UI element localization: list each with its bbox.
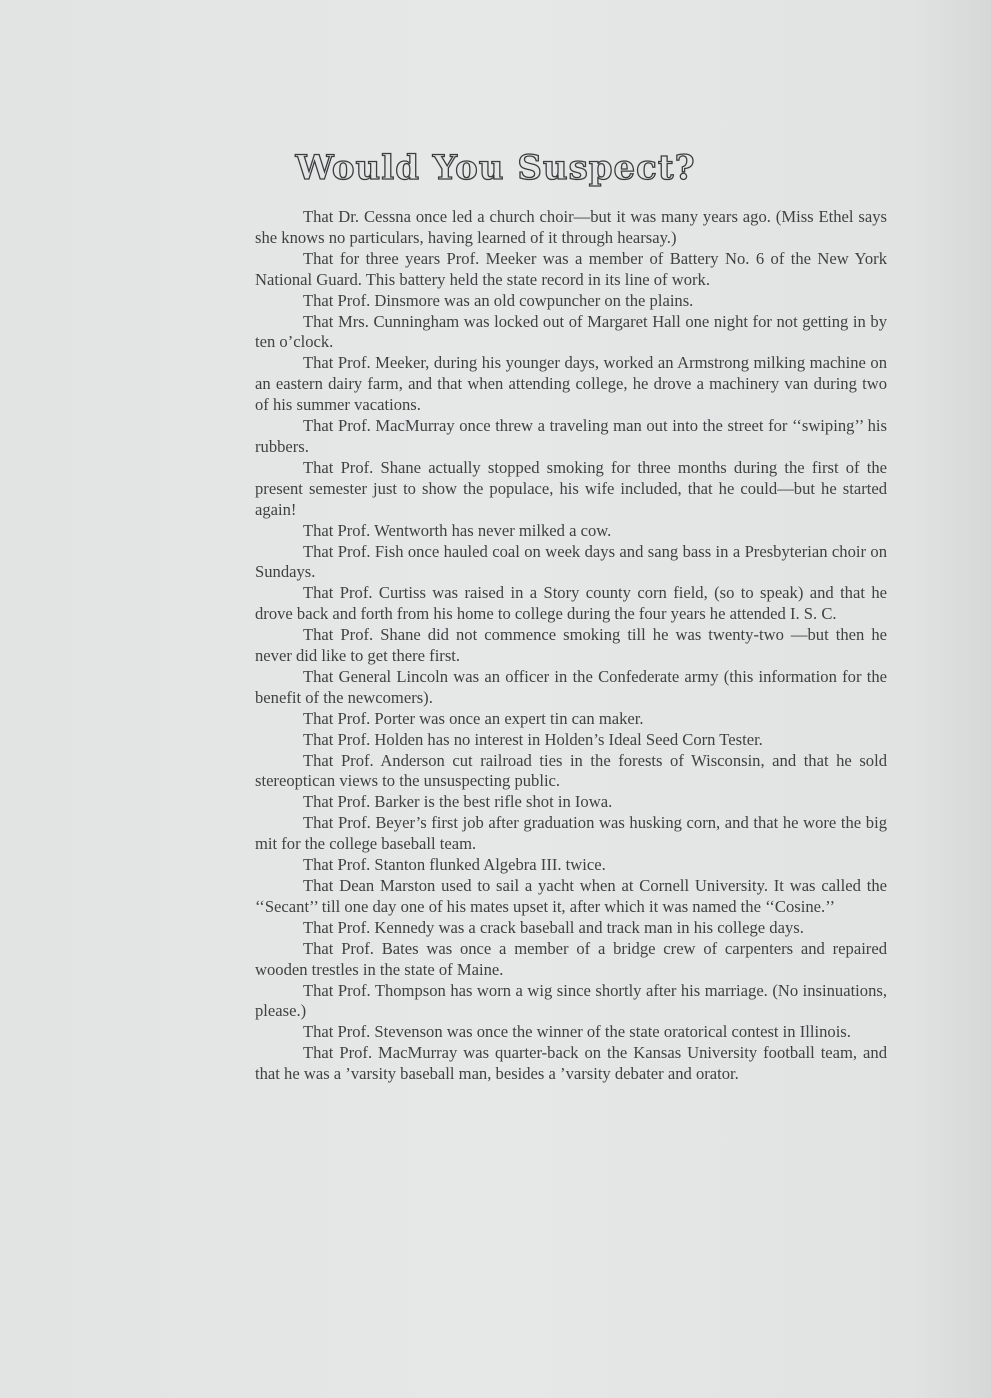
paragraph: That Mrs. Cunningham was locked out of Margaret Hall one night for not getting in by ten o’clock. xyxy=(255,311,887,352)
paragraph: That Prof. Fish once hauled coal on week days and sang bass in a Presbyterian choir on Sundays. xyxy=(255,541,887,582)
paragraph: That Dean Marston used to sail a yacht when at Cornell University. It was called the ‘‘Secant’’ till one day one of his mates upset it, after which it was named the ‘‘Cosine.’’ xyxy=(255,876,887,916)
paragraph: That Prof. Holden has no interest in Holden’s Ideal Seed Corn Tester. xyxy=(303,729,763,749)
paragraph: That Prof. Anderson cut railroad ties in the forests of Wisconsin, and that he sold stereoptican views to the unsuspecting public. xyxy=(255,750,887,791)
paragraph: That General Lincoln was an officer in the Confederate army (this information for the benefit of the newcomers). xyxy=(255,666,887,707)
paragraph: That Prof. Dinsmore was an old cowpuncher on the plains. xyxy=(303,290,694,310)
paragraph: That Prof. Meeker, during his younger days, worked an Armstrong milking machine on an eastern dairy farm, and that when attending college, he drove a machinery van during two of his summer vacations. xyxy=(255,353,887,415)
paragraph: That Prof. Porter was once an expert tin can maker. xyxy=(303,708,644,728)
paragraph: That Prof. Wentworth has never milked a cow. xyxy=(303,520,612,540)
paragraph: That Prof. Curtiss was raised in a Story county corn field, (so to speak) and that he drove back and forth from his home to college during the four years he attended I. S. C. xyxy=(255,583,887,624)
page-title: Would You Suspect? xyxy=(295,148,696,188)
paragraph: That Prof. Beyer’s first job after graduation was husking corn, and that he wore the big mit for the college baseball team. xyxy=(255,813,887,854)
paragraph: That Prof. Barker is the best rifle shot in Iowa. xyxy=(303,792,613,812)
paragraph: That for three years Prof. Meeker was a member of Battery No. 6 of the New York National Guard. This battery held the state record in its line of work. xyxy=(255,248,887,289)
paragraph: That Prof. Shane did not commence smoking till he was twenty-two —but then he never did like to get there first. xyxy=(255,625,887,666)
paragraph: That Dr. Cessna once led a church choir—but it was many years ago. (Miss Ethel says she knows no particulars, having learned of it through hearsay.) xyxy=(255,207,887,247)
paragraph: That Prof. Stanton flunked Algebra III. twice. xyxy=(303,855,606,875)
paragraph: That Prof. Bates was once a member of a bridge crew of carpenters and repaired wooden trestles in the state of Maine. xyxy=(255,938,887,979)
paragraph: That Prof. Thompson has worn a wig since shortly after his marriage. (No insinuations, please.) xyxy=(255,980,887,1021)
paragraph: That Prof. Stevenson was once the winner of the state oratorical contest in Illinois. xyxy=(303,1022,851,1042)
article-body xyxy=(255,207,887,1085)
paragraph: That Prof. Kennedy was a crack baseball and track man in his college days. xyxy=(303,917,804,937)
paragraph: That Prof. MacMurray once threw a traveling man out into the street for ‘‘swiping’’ his rubbers. xyxy=(255,416,887,456)
paragraph: That Prof. Shane actually stopped smoking for three months during the first of the present semester just to show the populace, his wife included, that he could—but he started again! xyxy=(255,457,887,519)
paragraph: That Prof. MacMurray was quarter-back on the Kansas University football team, and that he was a ’varsity baseball man, besides a ’varsity debater and orator. xyxy=(255,1043,887,1084)
